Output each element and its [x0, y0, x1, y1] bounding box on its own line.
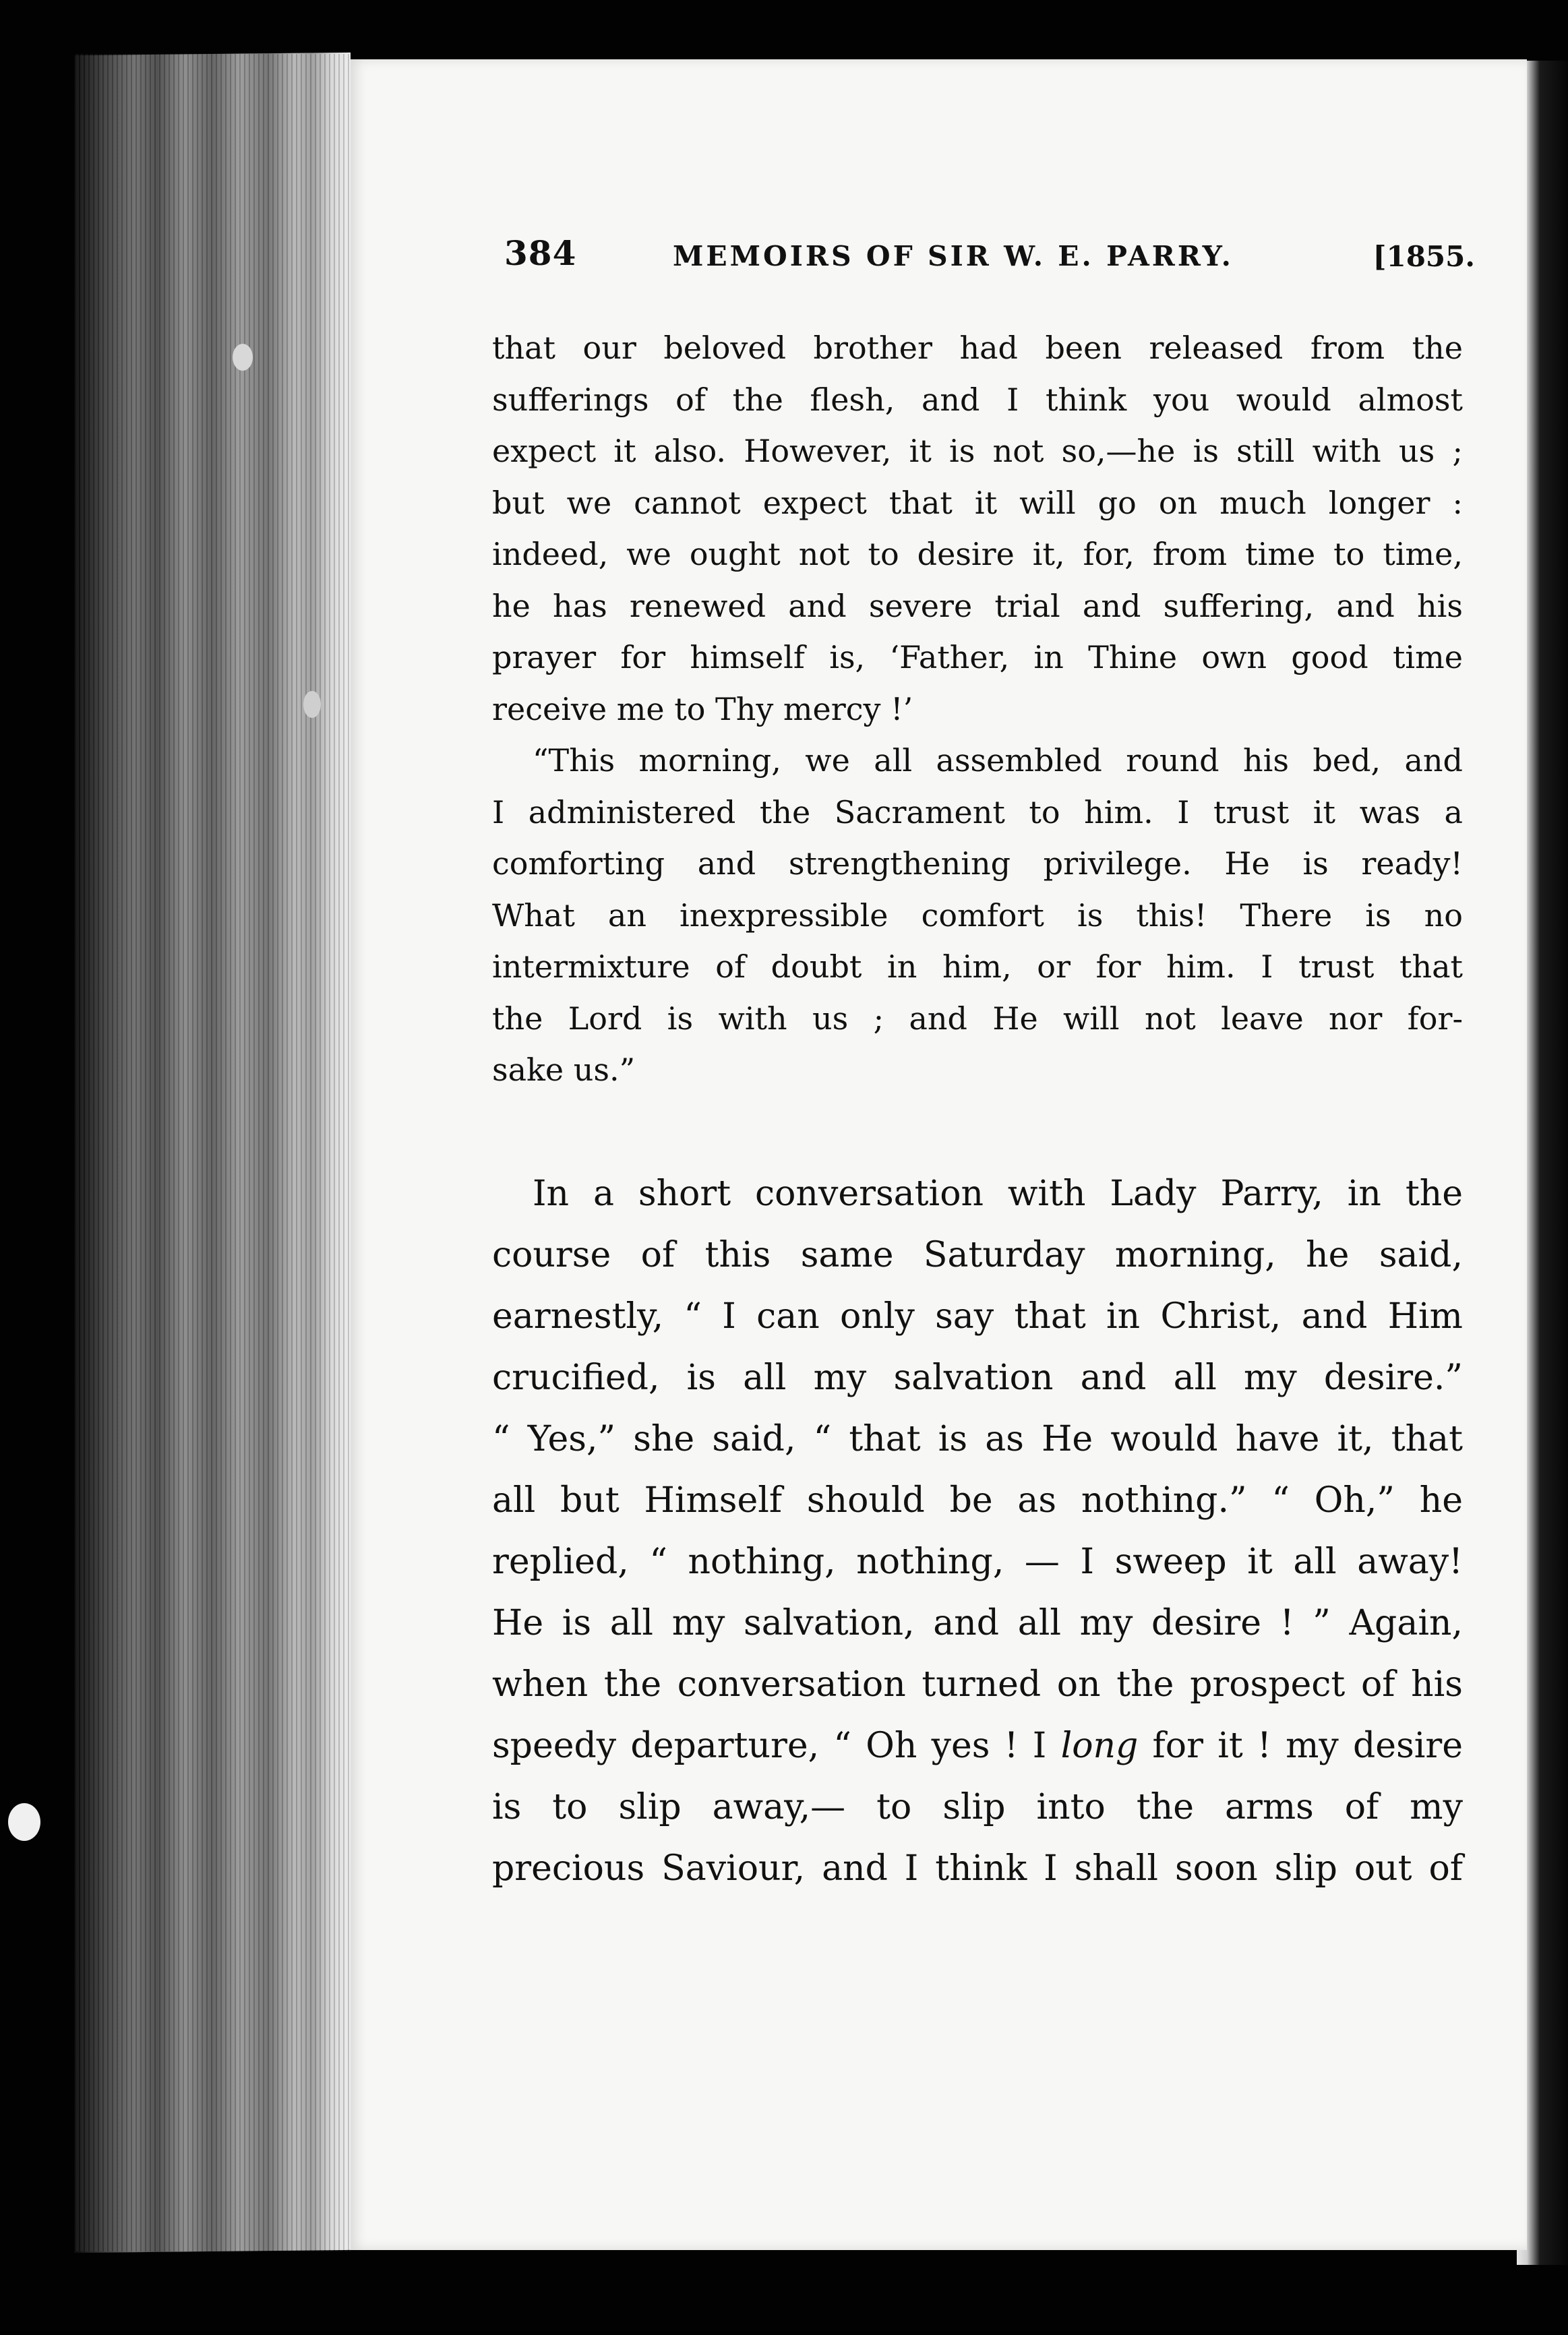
scan-speck [303, 691, 321, 718]
text-line: comforting and strengthening privilege. He is ready! [492, 845, 1463, 882]
running-title: MEMOIRS OF SIR W. E. PARRY. [673, 240, 1234, 272]
text-line: sufferings of the flesh, and I think you would almost [492, 381, 1463, 418]
text-line: he has renewed and severe trial and suffering, and his [492, 587, 1463, 624]
quoted-letter-paragraph [492, 322, 1463, 1096]
text-line: crucified, is all my salvation and all my desire.” [492, 1358, 1463, 1398]
text-line-with-italic [492, 1716, 1463, 1777]
text-line: all but Himself should be as nothing.” “ Oh,” he [492, 1480, 1463, 1521]
text-line: “ Yes,” she said, “ that is as He would have it, that [492, 1419, 1463, 1459]
text-line: when the conversation turned on the prospect of his [492, 1664, 1463, 1705]
text-line: but we cannot expect that it will go on much longer : [492, 484, 1463, 521]
text-line: He is all my salvation, and all my desire ! ” Again, [492, 1603, 1463, 1643]
page-edges-texture [74, 54, 351, 2251]
year-marker: [1855. [1373, 240, 1475, 273]
text-line: In a short conversation with Lady Parry, in the [533, 1174, 1463, 1214]
italic-word: long [1060, 1726, 1139, 1766]
text-line: course of this same Saturday morning, he said, [492, 1235, 1463, 1275]
text-line: precious Saviour, and I think I shall soon slip out of [492, 1848, 1463, 1889]
text-line: that our beloved brother had been released from the [492, 330, 1463, 366]
text-line: is to slip away,— to slip into the arms of my [492, 1787, 1463, 1827]
text-line: What an inexpressible comfort is this! There is no [492, 897, 1463, 934]
text-line: “This morning, we all assembled round his bed, and [533, 742, 1463, 779]
text-line: the Lord is with us ; and He will not leave nor for- [492, 1000, 1463, 1037]
page-header [504, 233, 1475, 294]
text-line: I administered the Sacrament to him. I trust it was a [492, 793, 1463, 830]
text-line: sake us.” [492, 1052, 636, 1088]
narrative-paragraph [492, 1163, 1463, 1900]
text-line: intermixture of doubt in him, or for him. I trust that [492, 948, 1463, 985]
text-line: replied, “ nothing, nothing, — I sweep it all away! [492, 1542, 1463, 1582]
text-line: indeed, we ought not to desire it, for, from time to time, [492, 536, 1463, 572]
scan-speck [233, 344, 253, 371]
text-line: expect it also. However, it is not so,—he is still with us ; [492, 433, 1463, 469]
text-segment: for it ! my desire [1152, 1726, 1464, 1766]
text-segment: speedy departure, “ Oh yes ! I [492, 1726, 1047, 1766]
book-page [351, 59, 1527, 2250]
page-number: 384 [504, 233, 577, 273]
text-line: prayer for himself is, ‘Father, in Thine own good time [492, 639, 1463, 675]
scan-speck [8, 1803, 40, 1841]
text-line: receive me to Thy mercy !’ [492, 690, 913, 727]
text-line: earnestly, “ I can only say that in Christ, and Him [492, 1296, 1463, 1337]
